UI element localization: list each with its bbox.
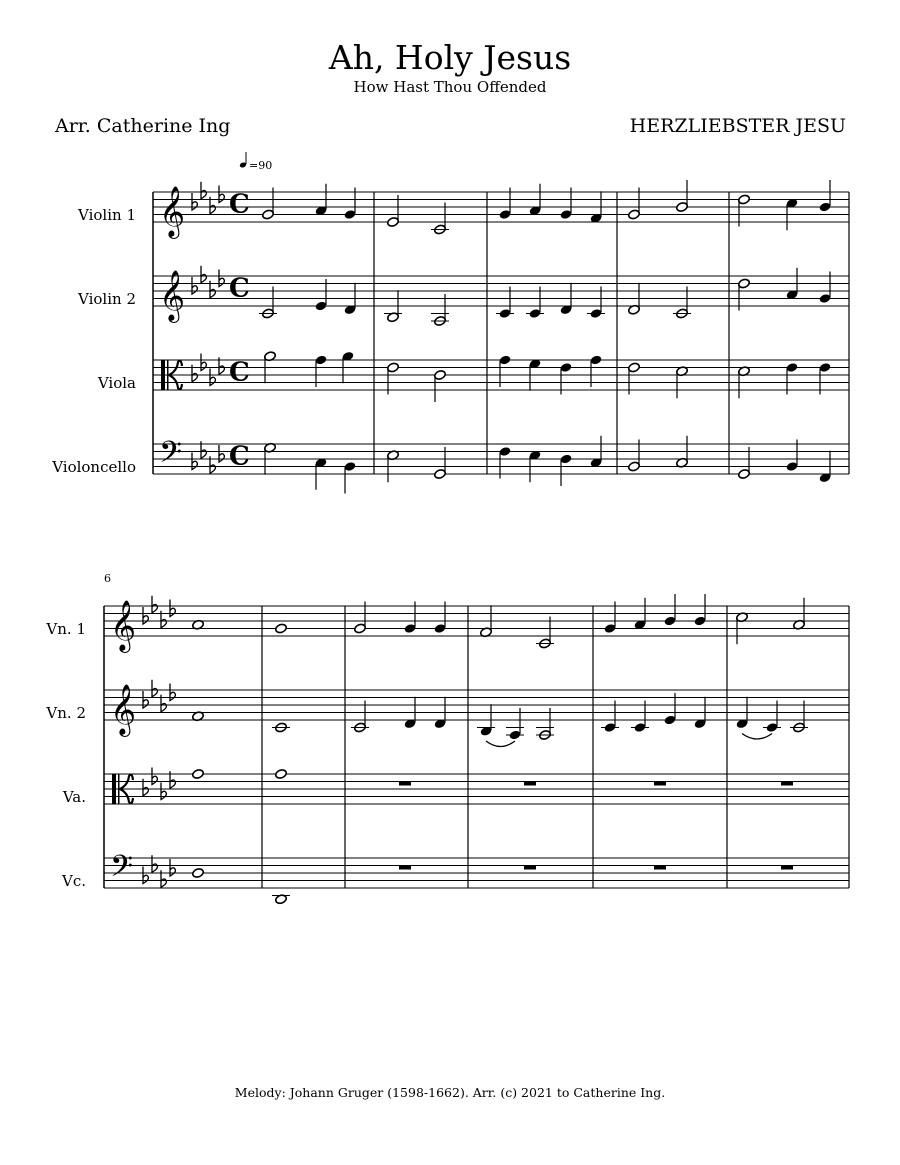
note-head <box>192 868 205 879</box>
treble-clef: 𝄞 <box>110 684 137 735</box>
note-head <box>275 623 288 634</box>
whole-rest <box>524 866 536 870</box>
instrument-label-violoncello: Violoncello <box>52 458 136 476</box>
instrument-label-violin-1: Violin 1 <box>78 206 136 224</box>
instrument-label-violin-2: Violin 2 <box>78 290 136 308</box>
whole-rest <box>654 866 666 870</box>
flat-sign <box>201 182 206 199</box>
slur <box>742 734 772 740</box>
bass-clef: 𝄢 <box>110 850 134 891</box>
bass-clef: 𝄢 <box>159 436 183 477</box>
common-time: C <box>229 189 250 220</box>
whole-rest <box>399 866 411 870</box>
instrument-short-label-violin-1: Vn. 1 <box>46 620 86 638</box>
alto-clef <box>167 360 169 390</box>
whole-rest <box>654 782 666 786</box>
copyright-footer: Melody: Johann Gruger (1598-1662). Arr. (c) 2021 to Catherine Ing. <box>234 1085 666 1100</box>
whole-rest <box>399 782 411 786</box>
common-time: C <box>229 441 250 472</box>
treble-clef: 𝄞 <box>159 270 186 321</box>
treble-clef: 𝄞 <box>110 600 137 651</box>
note-head <box>275 769 288 780</box>
flat-sign <box>152 680 157 697</box>
instrument-short-label-viola: Va. <box>62 788 86 806</box>
treble-clef: 𝄞 <box>159 186 186 237</box>
common-time: C <box>229 273 250 304</box>
note-head <box>192 769 205 780</box>
instrument-short-label-violoncello: Vc. <box>61 872 86 890</box>
whole-rest <box>781 782 793 786</box>
whole-rest <box>524 782 536 786</box>
instrument-short-label-violin-2: Vn. 2 <box>46 704 86 722</box>
whole-rest <box>781 866 793 870</box>
alto-clef <box>161 360 165 390</box>
alto-clef <box>118 774 120 804</box>
flat-sign <box>201 266 206 283</box>
score-subtitle: How Hast Thou Offended <box>353 78 547 96</box>
tempo-marking <box>239 152 272 172</box>
arranger-credit: Arr. Catherine Ing <box>55 115 231 137</box>
score-title: Ah, Holy Jesus <box>328 38 572 77</box>
tempo-text: =90 <box>249 159 273 172</box>
slur <box>486 741 515 747</box>
flat-sign <box>152 596 157 613</box>
alto-clef <box>112 774 116 804</box>
instrument-label-viola: Viola <box>97 374 136 392</box>
tune-name: HERZLIEBSTER JESU <box>629 115 846 137</box>
common-time: C <box>229 357 250 388</box>
measure-number: 6 <box>104 572 111 585</box>
